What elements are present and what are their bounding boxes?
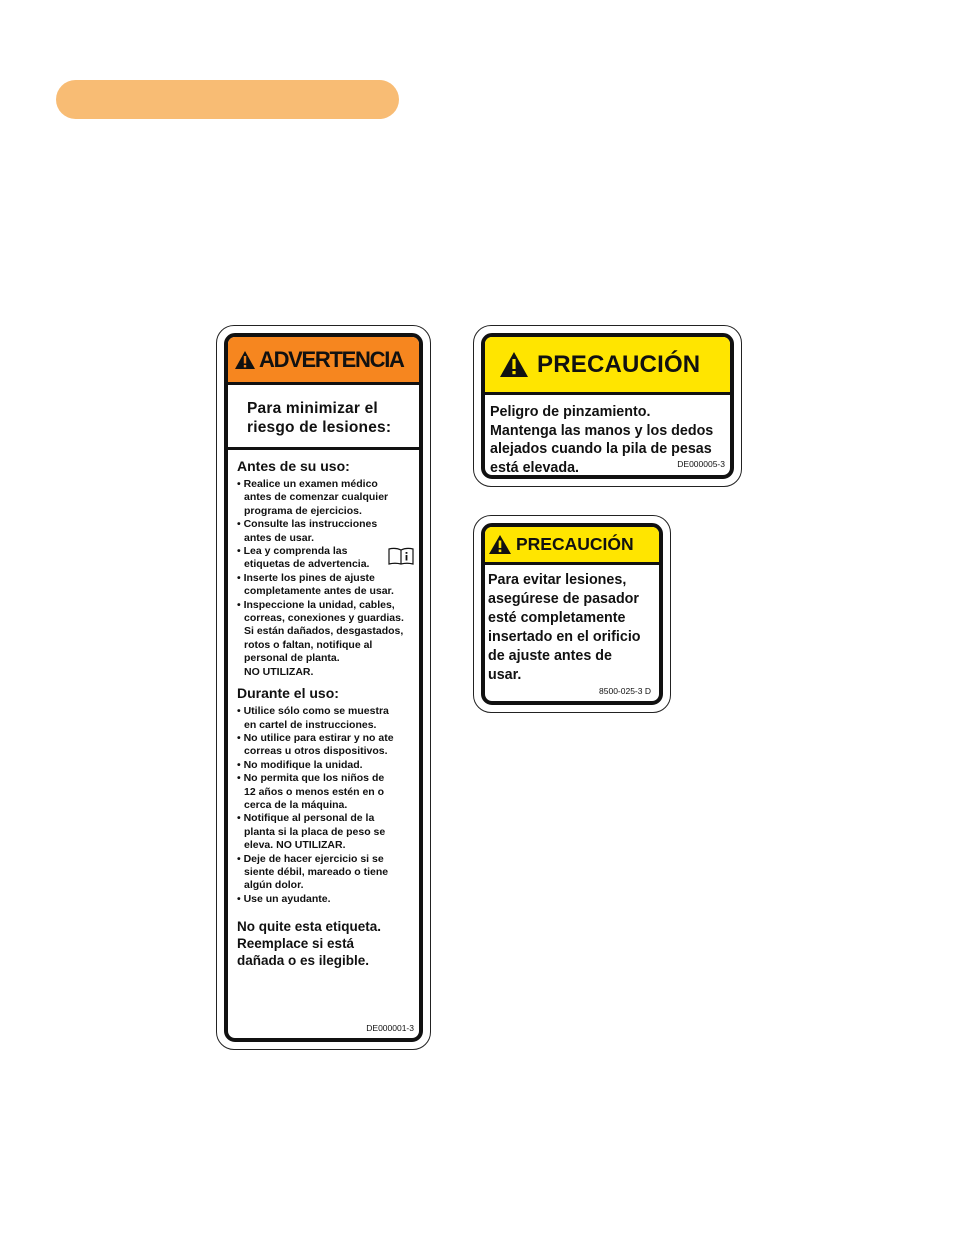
warning-label-title: ADVERTENCIA	[259, 346, 404, 372]
list-item: • No permita que los niños de 12 años o menos estén en o cerca de la máquina.	[237, 772, 385, 811]
caution-label-text: Para evitar lesiones, asegúrese de pasador esté completamente insertado en el orificio de ajuste antes de usar.	[488, 572, 641, 683]
list-item: • No modifique la unidad.	[237, 758, 363, 771]
before-use-heading: Antes de su uso:	[237, 458, 350, 474]
caution-label-pin	[473, 515, 671, 713]
label-code: DE000001-3	[366, 1023, 414, 1033]
caution-label-header	[485, 337, 730, 395]
list-item: • Deje de hacer ejercicio si se siente débil, mareado o tiene algún dolor.	[237, 852, 389, 892]
caution-label-frame	[481, 523, 663, 705]
warning-triangle-icon	[234, 350, 256, 370]
label-code: DE000005-3	[677, 459, 725, 469]
warning-label-frame	[224, 333, 423, 1042]
caution-label-title: PRECAUCIÓN	[537, 350, 701, 378]
intro-line: Para minimizar el	[247, 400, 378, 417]
list-item: • No utilice para estirar y no ate correas u otros dispositivos.	[237, 731, 394, 758]
intro-line: riesgo de lesiones:	[247, 419, 392, 436]
list-item: • Realice un examen médico antes de comenzar cualquier programa de ejercicios.	[237, 478, 389, 517]
warning-label-header	[228, 337, 419, 385]
section-header-bar	[56, 80, 399, 119]
warning-label-body	[228, 450, 419, 969]
list-item: • Inspeccione la unidad, cables, correas, conexiones y guardias. Si están dañados, desgastados, rotos o faltan, notifique al personal de planta.	[237, 598, 404, 665]
list-item: • Use un ayudante.	[237, 892, 331, 905]
list-item: • Consulte las instrucciones antes de usar.	[237, 518, 378, 544]
label-code: 8500-025-3 D	[599, 686, 651, 696]
caution-label-header	[485, 527, 659, 565]
list-item: • Utilice sólo como se muestra en cartel de instrucciones.	[237, 705, 389, 731]
caution-label-text: Peligro de pinzamiento. Mantenga las manos y los dedos alejados cuando la pila de pesas está elevada.	[490, 404, 714, 476]
warning-label-intro	[228, 385, 419, 450]
list-item: • Notifique al personal de la planta si la placa de peso se eleva. NO UTILIZAR.	[237, 812, 386, 852]
warning-label	[216, 325, 431, 1050]
do-not-remove-notice: No quite esta etiqueta. Reemplace si está dañada o es ilegible.	[237, 919, 382, 969]
caution-label-pinch	[473, 325, 742, 487]
list-item: • Lea y comprenda las etiquetas de advertencia.	[237, 545, 415, 572]
warning-triangle-icon	[488, 534, 512, 555]
caution-label-title: PRECAUCIÓN	[516, 534, 634, 554]
manual-info-icon	[388, 547, 414, 565]
caution-label-frame	[481, 333, 734, 479]
warning-triangle-icon	[499, 351, 529, 378]
during-use-heading: Durante el uso:	[237, 685, 339, 702]
no-use-notice: NO UTILIZAR.	[244, 665, 314, 678]
list-item: • Inserte los pines de ajuste completamente antes de usar.	[237, 571, 394, 598]
